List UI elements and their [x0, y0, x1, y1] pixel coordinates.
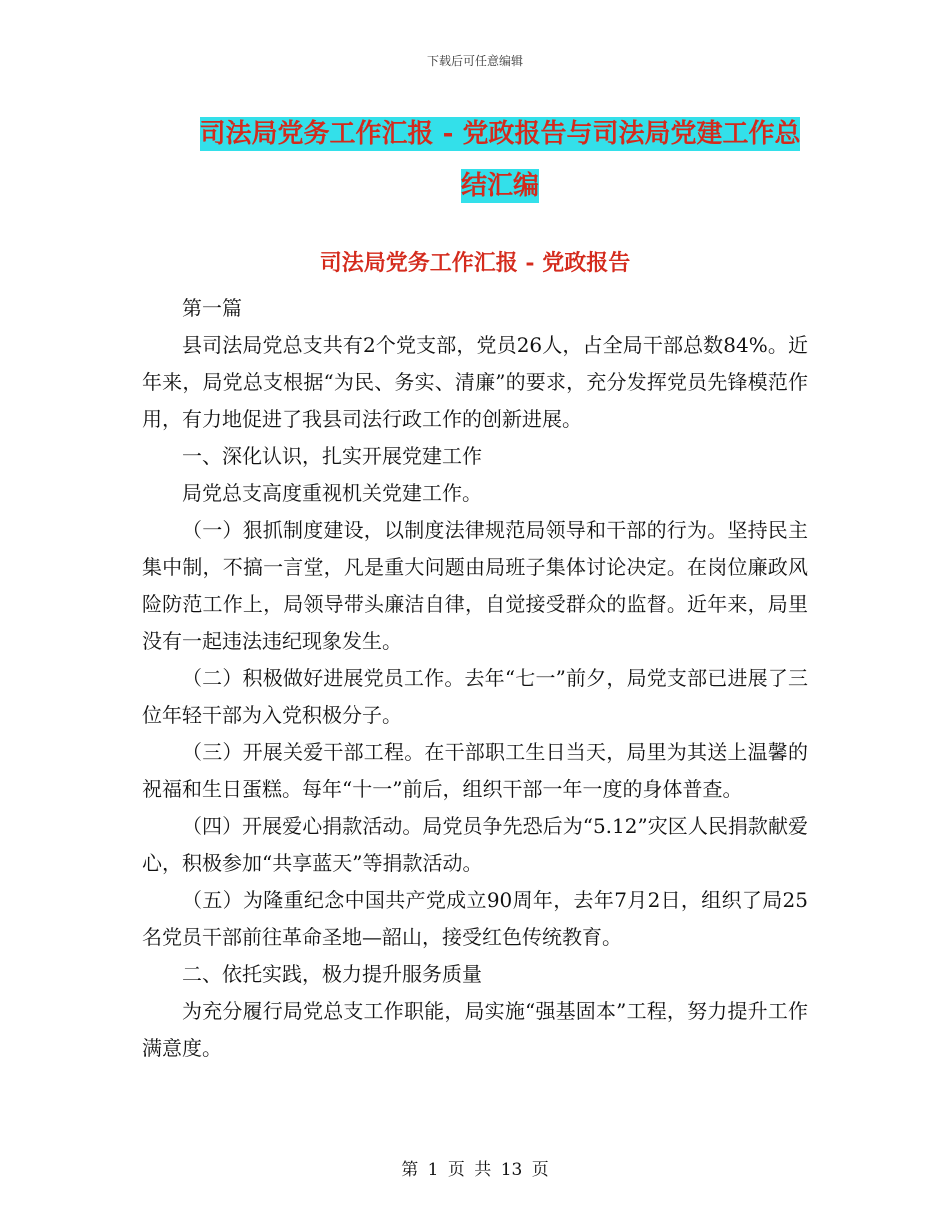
document-title: [140, 108, 860, 212]
section-title: 司法局党务工作汇报 - 党政报告: [319, 250, 631, 276]
document-title-line2: 结汇编: [460, 171, 539, 201]
paragraph: 为充分履行局党总支工作职能，局实施“强基固本”工程，努力提升工作满意度。: [142, 999, 808, 1060]
document-title-line1: 司法局党务工作汇报 - 党政报告与司法局党建工作总: [199, 119, 801, 149]
page-number: 第 1 页 共 13 页: [401, 1160, 549, 1180]
paragraph: （二）积极做好进展党员工作。去年“七一”前夕，局党支部已进展了三位年轻干部为入党积极分子。: [142, 666, 808, 727]
paragraph: 一、深化认识，扎实开展党建工作: [182, 444, 482, 468]
paragraph: 二、依托实践，极力提升服务质量: [182, 962, 482, 986]
body-text: [142, 290, 808, 1067]
paragraph: 局党总支高度重视机关党建工作。: [182, 481, 482, 505]
paragraph: 县司法局党总支共有2个党支部，党员26人，占全局干部总数84%。近年来，局党总支根据“为民、务实、清廉”的要求，充分发挥党员先锋模范作用，有力地促进了我县司法行政工作的创新进展。: [142, 333, 808, 431]
paragraph: （三）开展关爱干部工程。在干部职工生日当天，局里为其送上温馨的祝福和生日蛋糕。每年“十一”前后，组织干部一年一度的身体普查。: [142, 740, 808, 801]
paragraph: （五）为隆重纪念中国共产党成立90周年，去年7月2日，组织了局25名党员干部前往革命圣地—韶山，接受红色传统教育。: [142, 888, 808, 949]
paragraph: 第一篇: [182, 296, 242, 320]
paragraph: （四）开展爱心捐款活动。局党员争先恐后为“5.12”灾区人民捐款献爱心，积极参加“共享蓝天”等捐款活动。: [142, 814, 808, 875]
header-note: 下载后可任意编辑: [426, 54, 523, 68]
paragraph: （一）狠抓制度建设，以制度法律规范局领导和干部的行为。坚持民主集中制，不搞一言堂，凡是重大问题由局班子集体讨论决定。在岗位廉政风险防范工作上，局领导带头廉洁自律，自觉接受群众的监督。近年来，局里没有一起违法违纪现象发生。: [142, 518, 808, 653]
